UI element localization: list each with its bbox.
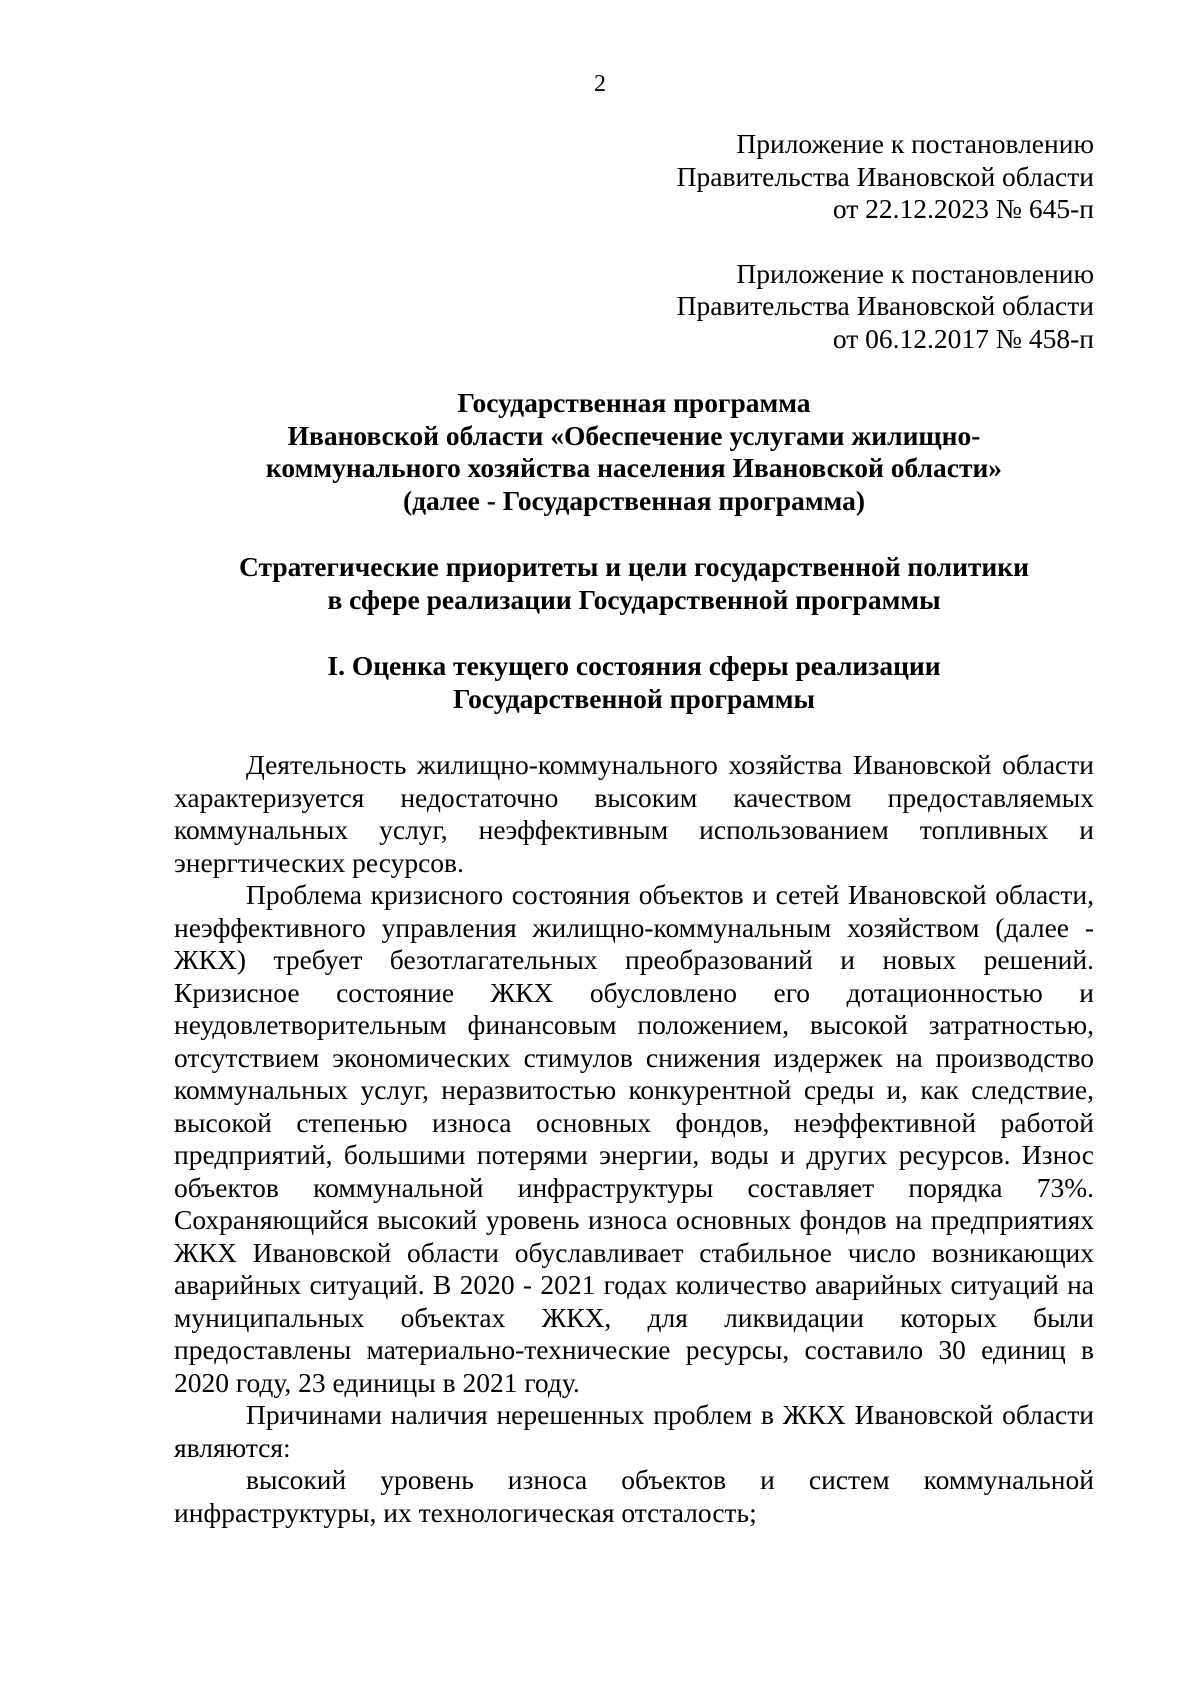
title-line: в сфере реализации Государственной программы [327,583,941,615]
approval-block-1 [174,128,1094,226]
approval-line: Приложение к постановлению [736,257,1094,289]
title-line: Стратегические приоритеты и цели государственной политики [239,551,1029,582]
heading-line: I. Оценка текущего состояния сферы реализации [327,650,941,681]
approval-line: Приложение к постановлению [736,128,1094,159]
section-heading [174,650,1094,715]
approval-block-2 [174,258,1094,356]
approval-line: от 22.12.2023 № 645-п [832,193,1094,224]
section-text [174,749,1094,1529]
approval-line: Правительства Ивановской области [676,290,1094,321]
title-line: коммунального хозяйства населения Ивановской области» [265,452,1003,483]
paragraph: Причинами наличия нерешенных проблем в ЖКХ Ивановской области являются: [174,1399,1094,1463]
priorities-title [174,551,1094,616]
approval-line: Правительства Ивановской области [676,160,1094,192]
heading-line: Государственной программы [453,682,815,714]
approval-line: от 06.12.2017 № 458-п [832,322,1094,354]
title-line: Государственная программа [457,387,811,418]
program-title [174,387,1094,517]
title-line: (далее - Государственная программа) [402,484,866,516]
title-line: Ивановской области «Обеспечение услугами жилищно- [287,419,981,451]
paragraph: Проблема кризисного состояния объектов и сетей Ивановской области, неэффективного управления жилищно-коммунальным хозяйством (далее - ЖКХ) требует безотлагательных преобразований и новых решений. Кризисное состояние ЖКХ обусловлено его дотационностью и неудовлетворительным финансовым положением, высокой затратностью, отсутствием экономических стимулов снижения издержек на производство коммунальных услуг, неразвитостью конкурентной среды и, как следствие, высокой степенью износа основных фондов, неэффективной работой предприятий, большими потерями энергии, воды и других ресурсов. Износ объектов коммунальной инфраструктуры составляет порядка 73%. Сохраняющийся высокий уровень износа основных фондов на предприятиях ЖКХ Ивановской области обуславливает стабильное число возникающих аварийных ситуаций. В 2020 - 2021 годах количество аварийных ситуаций на муниципальных объектах ЖКХ, для ликвидации которых были предоставлены материально-технические ресурсы, составило 30 единиц в 2020 году, 23 единицы в 2021 году. [174,879,1094,1398]
document-body [174,128,1094,1529]
paragraph: высокий уровень износа объектов и систем коммунальной инфраструктуры, их технологическая отсталость; [174,1464,1094,1528]
page-number: 2 [594,71,606,97]
paragraph: Деятельность жилищно-коммунального хозяйства Ивановской области характеризуется недостаточно высоким качеством предоставляемых коммунальных услуг, неэффективным использованием топливных и энергтических ресурсов. [174,749,1094,878]
